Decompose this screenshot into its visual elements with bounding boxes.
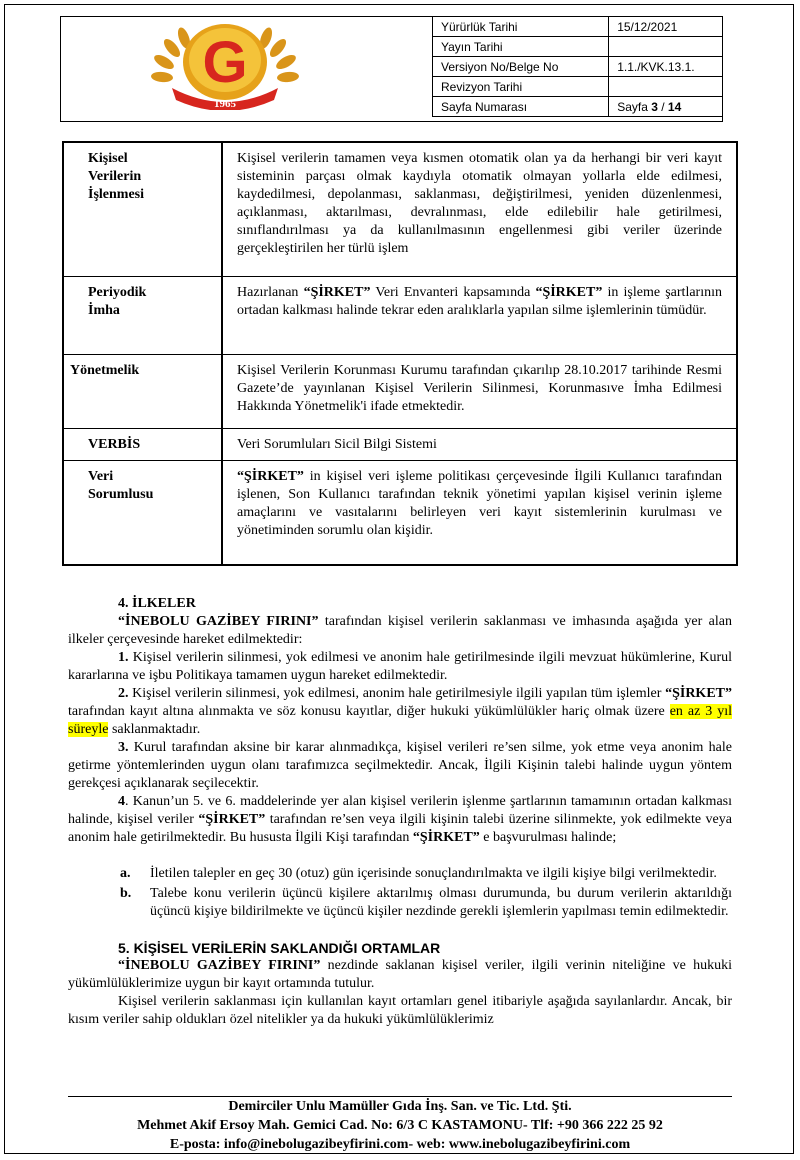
list-text: Talebe konu verilerin üçüncü kişilere aktarılmış olması durumunda, bu durum verilerin aktarıldığı üçüncü kişiye bildirilmekte ve üçüncü kişiler nezdinde gerekli işlemlerin yapılması temin edilmektedir. [150,886,732,919]
page-number: Sayfa 3 / 14 [609,97,723,117]
meta-key: Versiyon No/Belge No [433,57,609,77]
company-address: Mehmet Akif Ersoy Mah. Gemici Cad. No: 6/3 C KASTAMONU- Tlf: +90 366 222 25 92 [137,1118,663,1133]
principle-item: 3. Kurul tarafından aksine bir karar alınmadıkça, kişisel verileri re’sen silme, yok etme veya anonim hale getirme yöntemlerinden uygun olanı tarafımızca seçilmektedir. Ancak, İlgili Kişinin talebi halinde uygun yöntem gerekçesi açıklanarak seçilecektir. [68,740,732,791]
current-page: 3 [651,99,658,114]
section-heading: 5. KİŞİSEL VERİLERİN SAKLANDIĞI ORTAMLAR [118,940,441,956]
definition-row [63,355,737,429]
definition-text: Veri Sorumluları Sicil Bilgi Sistemi [222,429,737,461]
definition-row [63,429,737,461]
definition-row [63,277,737,355]
meta-key: Yürürlük Tarihi [433,17,609,37]
definition-row [63,142,737,277]
meta-row [433,57,723,77]
meta-row [433,77,723,97]
company-logo [150,18,300,110]
definition-text: “ŞİRKET” in kişisel veri işleme politikası çerçevesinde İlgili Kullanıcı tarafından işlenen, Son Kullanıcı tarafından teknik yönetimi yapılan kişisel verinin işleme amaçlarını ve vasıtalarını belirleyen veri kayıt sistemlerinin kurulması ve yönetiminden sorumlu olan kişidir. [222,461,737,566]
company-contact: E-posta: info@inebolugazibeyfirini.com- web: www.inebolugazibeyfirini.com [169,1137,631,1152]
list-label: b. [120,886,132,901]
highlighted-text: en az 3 yıl süreyle [68,704,732,737]
paragraph: “İNEBOLU GAZİBEY FIRINI” tarafından kişisel verilerin saklanması ve imhasında aşağıda yer alan ilkeler çerçevesinde hareket edilmektedir: [68,614,732,647]
total-pages: 14 [667,99,682,114]
definition-term: Yönetmelik [63,355,222,429]
definition-text: Kişisel Verilerin Korunması Kurumu tarafından çıkarılıp 28.10.2017 tarihinde Resmi Gazete’de yayınlanan Kişisel Verilerin Silinmesi, Korunmasıve İmha Edilmesi Hakkında Yönetmelik'i ifade etmektedir. [222,355,737,429]
list-label: a. [120,866,131,881]
definition-term: Kişisel Verilerin İşlenmesi [63,142,222,277]
company-name: Demirciler Unlu Mamüller Gıda İnş. San. ve Tic. Ltd. Şti. [228,1099,572,1114]
definition-text: Kişisel verilerin tamamen veya kısmen otomatik olan ya da herhangi bir veri kayıt sisteminin parçası olmak kaydıyla otomatik olmayan yollarla elde edilmesi, kaydedilmesi, depolanması, saklanması, değiştirilmesi, yeniden düzenlenmesi, açıklanması, aktarılması, devralınması, elde edilebilir hale getirilmesi, sınıflandırılması ya da kullanılmasının engellenmesi gibi veriler üzerinde gerçekleştirilen her türlü işlem [222,142,737,277]
definition-term: Periyodik İmha [63,277,222,355]
definition-text: Hazırlanan “ŞİRKET” Veri Envanteri kapsamında “ŞİRKET” in işleme şartlarının ortadan kalkması halinde tekrar eden aralıklarla yapılan silme işlemlerinin tümüdür. [222,277,737,355]
definition-row [63,461,737,566]
logo-letter: G [202,30,248,95]
meta-key: Revizyon Tarihi [433,77,609,97]
meta-row [433,17,723,37]
principle-item: 1. Kişisel verilerin silinmesi, yok edilmesi ve anonim hale getirilmesinde ilgili mevzuat hükümlerine, Kurul kararlarına ve işbu Politikaya tamamen uygun hareket edilmektedir. [68,650,732,683]
meta-row [433,37,723,57]
document-body [68,595,732,1029]
meta-key: Yayın Tarihi [433,37,609,57]
principle-item: 4. Kanun’un 5. ve 6. maddelerinde yer alan kişisel verilerin işlenme şartlarının tamamının ortadan kalkması halinde, kişisel veriler “ŞİRKET” tarafından re’sen veya ilgili kişinin talebi üzerine silinmekte, yok edilmekte veya anonim hale getirilmektedir. Bu hususta İlgili Kişi tarafından “ŞİRKET” e başvurulması halinde; [68,794,732,845]
definition-term: Veri Sorumlusu [63,461,222,566]
logo-year: 1965 [214,98,236,110]
section-heading: 4. İLKELER [118,596,196,611]
document-meta-table [432,16,723,117]
document-footer [60,1097,740,1154]
meta-row [433,97,723,117]
list-item [68,885,732,921]
meta-key: Sayfa Numarası [433,97,609,117]
list-text: İletilen talepler en geç 30 (otuz) gün içerisinde sonuçlandırılmakta ve ilgili kişiye bilgi verilmektedir. [150,866,717,881]
paragraph: Kişisel verilerin saklanması için kullanılan kayıt ortamları genel itibariyle aşağıda sayılanlardır. Ancak, bir kısım veriler sahip oldukları özel nitelikler ya da hukuki yükümlülüklerimiz [68,994,732,1027]
meta-value: 15/12/2021 [609,17,723,37]
definitions-table [62,141,738,566]
definition-term: VERBİS [63,429,222,461]
meta-value [609,37,723,57]
meta-value: 1.1./KVK.13.1. [609,57,723,77]
meta-value [609,77,723,97]
paragraph: “İNEBOLU GAZİBEY FIRINI” nezdinde saklanan kişisel veriler, ilgili verinin niteliğine ve hukuki yükümlülüklerimize uygun bir kayıt ortamında tutulur. [68,958,733,991]
list-item [68,865,732,883]
principle-item: 2. Kişisel verilerin silinmesi, yok edilmesi, anonim hale getirilmesiyle ilgili yapılan tüm işlemler “ŞİRKET” tarafından kayıt altına alınmakta ve söz konusu kayıtlar, diğer hukuki yükümlülükler hariç olmak üzere en az 3 yıl süreyle saklanmaktadır. [68,686,732,737]
